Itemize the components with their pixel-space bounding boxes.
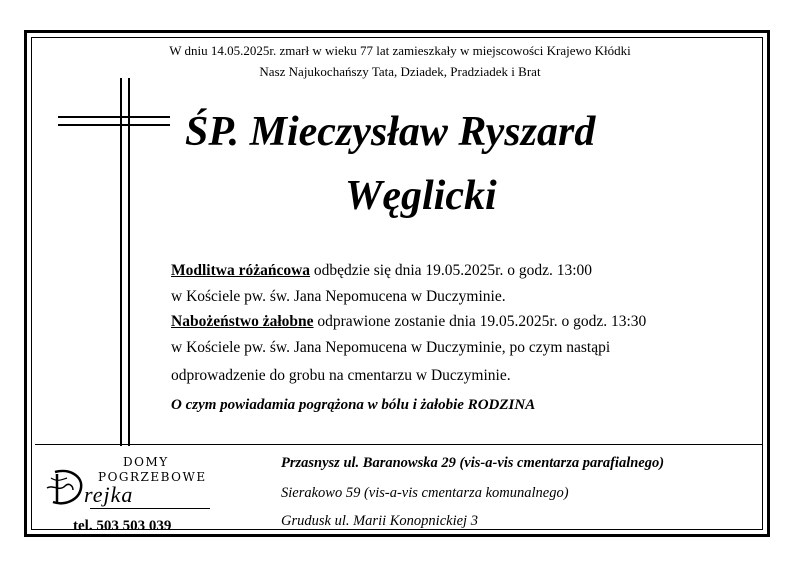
family-relation-line: Nasz Najukochańszy Tata, Dziadek, Pradziadek i Brat <box>259 64 541 79</box>
address-sierakowo: Sierakowo 59 (vis-a-vis cmentarza komunalnego) <box>281 485 569 501</box>
address-przasnysz: Przasnysz ul. Baranowska 29 (vis-a-vis cmentarza parafialnego) <box>281 455 665 471</box>
rosary-place: w Kościele pw. św. Jana Nepomucena w Duczyminie. <box>171 288 506 305</box>
address-grudusk: Grudusk ul. Marii Konopnickiej 3 <box>281 513 478 529</box>
funeral-label: Nabożeństwo żałobne <box>171 313 314 330</box>
deceased-name-line1: ŚP. Mieczysław Ryszard <box>185 109 596 155</box>
funeral-text: odprawione zostanie dnia 19.05.2025r. o godz. 13:30 <box>313 313 647 330</box>
funeral-line <box>171 313 646 331</box>
rosary-label: Modlitwa różańcowa <box>171 262 311 279</box>
phone-number: tel. 503 503 039 <box>73 518 172 534</box>
cross-icon <box>58 78 173 458</box>
footer-divider <box>35 444 763 445</box>
funeral-home-logo <box>40 452 225 534</box>
logo-emblem-icon <box>43 466 87 508</box>
logo-line2: POGRZEBOWE <box>98 470 207 484</box>
deceased-name-line2: Węglicki <box>345 173 497 219</box>
death-notice-line: W dniu 14.05.2025r. zmarł w wieku 77 lat zamieszkały w miejscowości Krajewo Kłódki <box>169 43 631 58</box>
rosary-line <box>171 262 592 280</box>
logo-line1: DOMY <box>123 455 169 469</box>
rosary-text: odbędzie się dnia 19.05.2025r. o godz. 13:00 <box>310 262 593 279</box>
logo-name: rejka <box>84 482 134 507</box>
burial-line: odprowadzenie do grobu na cmentarzu w Duczyminie. <box>171 367 511 384</box>
closing-line: O czym powiadamia pogrążona w bólu i żałobie RODZINA <box>171 397 536 413</box>
funeral-place: w Kościele pw. św. Jana Nepomucena w Duczyminie, po czym nastąpi <box>171 339 611 356</box>
logo-underline <box>90 508 210 509</box>
